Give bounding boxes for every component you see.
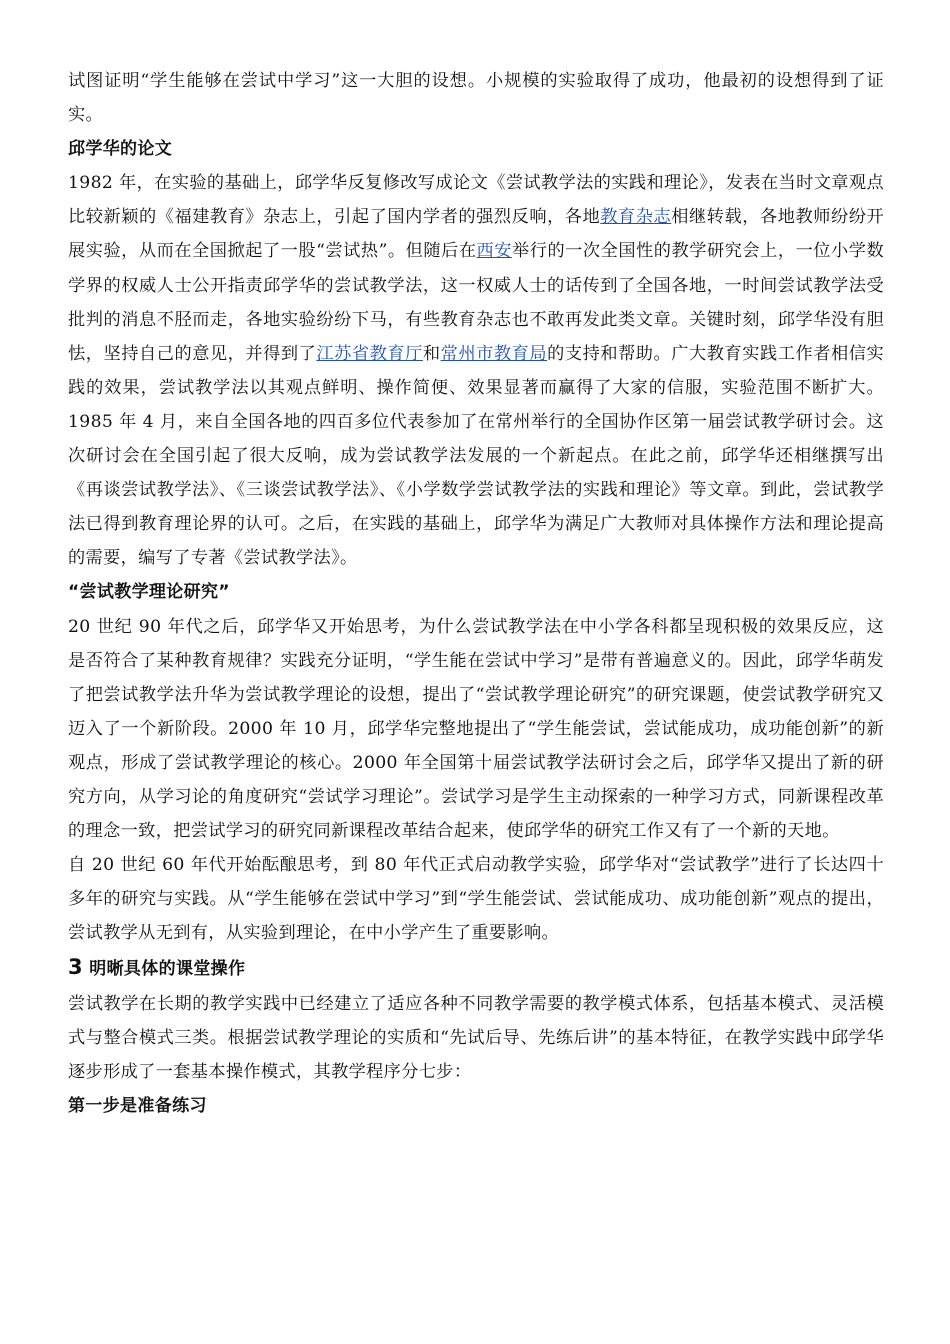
paragraph-intro-end: 试图证明“学生能够在尝试中学习”这一大胆的设想。小规模的实验取得了成功，他最初的设想得到了证实。 (68, 71, 884, 126)
heading-theory-research: “尝试教学理论研究” (68, 582, 230, 603)
document-page (68, 64, 884, 1123)
heading-step-1: 第一步是准备练习 (68, 1095, 207, 1116)
link-jiangsu-education-dept[interactable]: 江苏省教育厅 (316, 343, 423, 364)
section-title: 明晰具体的课堂操作 (82, 959, 246, 980)
paragraph-text: 举行的一次全国性的教学研究会上，一位小学数学界的权威人士公开指责邱学华的尝试教学法，这一权威人士的话传到了全国各地，一时间尝试教学法受批判的消息不胫而走，各地实验纷纷下马，有些教育杂志也不敢再发此类文章。关键时刻，邱学华没有胆怯，坚持自己的意见，并得到了 (68, 241, 884, 364)
paragraph-paper (68, 166, 884, 575)
paragraph-text: 的支持和帮助。广大教育实践工作者相信实践的效果，尝试教学法以其观点鲜明、操作简便、效果显著而赢得了大家的信服，实验范围不断扩大。1985 年 4 月，来自全国各地的四百多位代表参加了在常州举行的全国协作区第一届尝试教学研讨会。这次研讨会在全国引起了很大反响，成为尝试教学法发展的一个新起点。在此之前，邱学华还相继撰写出《再谈尝试教学法》、《三谈尝试教学法》、《小学数学尝试教学法的实践和理论》等文章。到此，尝试教学法已得到教育理论界的认可。之后，在实践的基础上，邱学华为满足广大教师对具体操作方法和理论提高的需要，编写了专著《尝试教学法》。 (68, 343, 885, 569)
paragraph-summary: 自 20 世纪 60 年代开始酝酿思考，到 80 年代正式启动教学实验，邱学华对“尝试教学”进行了长达四十多年的研究与实践。从“学生能够在尝试中学习”到“学生能尝试、尝试能成功、成功能创新”观点的提出，尝试教学从无到有，从实验到理论，在中小学产生了重要影响。 (68, 855, 884, 944)
paragraph-text: 和 (422, 343, 441, 364)
paragraph-text: 相继转载，各地教师纷纷开展实验，从而在全国掀起了一股“尝试热”。但随后在 (68, 207, 884, 262)
heading-section-3 (68, 950, 884, 986)
link-changzhou-education-bureau[interactable]: 常州市教育局 (440, 343, 548, 364)
paragraph-theory: 20 世纪 90 年代之后，邱学华又开始思考，为什么尝试教学法在中小学各科都呈现积极的效果反应，这是否符合了某种教育规律？实践充分证明，“学生能在尝试中学习”是带有普遍意义的。因此，邱学华萌发了把尝试教学法升华为尝试教学理论的设想，提出了“尝试教学理论研究”的研究课题，使尝试教学研究又迈入了一个新阶段。2000 年 10 月，邱学华完整地提出了“学生能尝试，尝试能成功，成功能创新”的新观点，形成了尝试教学理论的核心。2000 年全国第十届尝试教学法研讨会之后，邱学华又提出了新的研究方向，从学习论的角度研究“尝试学习理论”。尝试学习是学生主动探索的一种学习方式，同新课程改革的理念一致，把尝试学习的研究同新课程改革结合起来，使邱学华的研究工作又有了一个新的天地。 (68, 616, 884, 842)
section-number: 3 (68, 955, 83, 980)
paragraph-classroom: 尝试教学在长期的教学实践中已经建立了适应各种不同教学需要的教学模式体系，包括基本模式、灵活模式与整合模式三类。根据尝试教学理论的实质和“先试后导、先练后讲”的基本特征，在教学实践中邱学华逐步形成了一套基本操作模式，其教学程序分七步： (68, 993, 884, 1082)
link-education-magazine[interactable]: 教育杂志 (600, 207, 672, 228)
heading-qiu-paper: 邱学华的论文 (68, 139, 173, 160)
paragraph-text: 1982 年，在实验的基础上，邱学华反复修改写成论文《尝试教学法的实践和理论》，发表在当时文章观点比较新颖的《福建教育》杂志上，引起了国内学者的强烈反响，各地 (68, 173, 884, 228)
link-xian[interactable]: 西安 (476, 241, 512, 262)
